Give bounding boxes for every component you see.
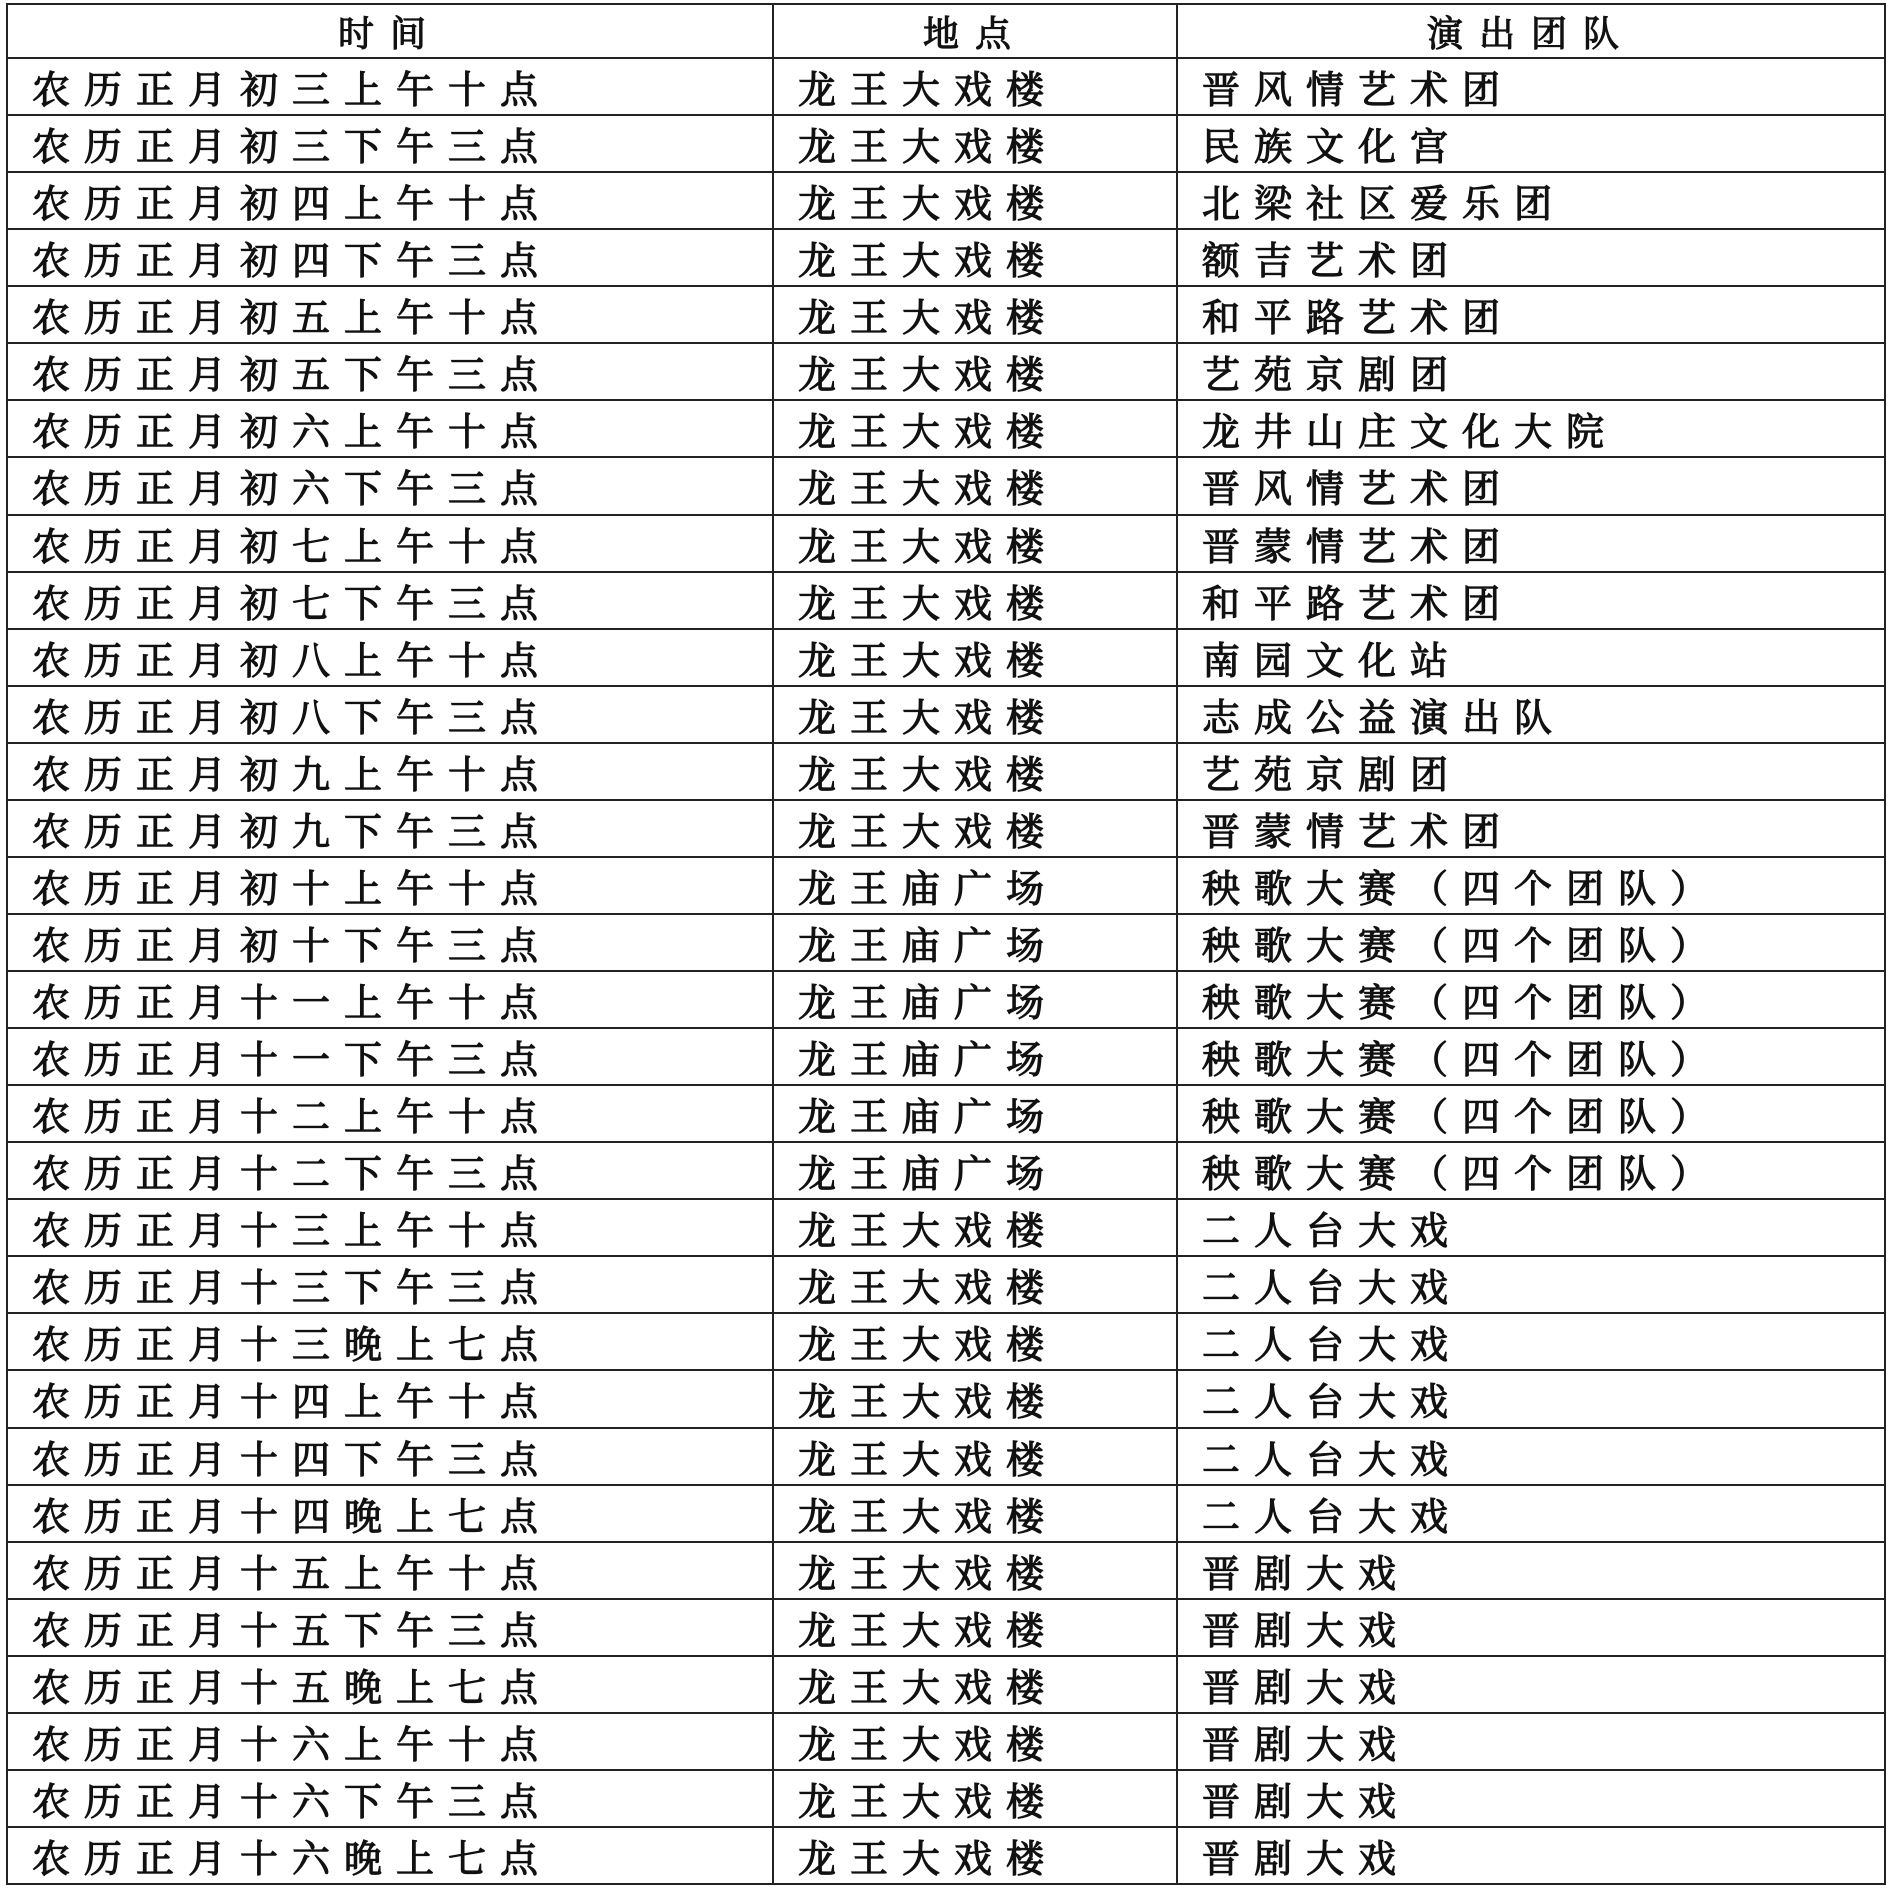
table-row bbox=[7, 1770, 1885, 1827]
cell-time: 农历正月十四晚上七点 bbox=[7, 1485, 773, 1542]
cell-time: 农历正月初九下午三点 bbox=[7, 800, 773, 857]
cell-location: 龙王大戏楼 bbox=[773, 286, 1177, 343]
cell-location: 龙王庙广场 bbox=[773, 857, 1177, 914]
cell-performer: 二人台大戏 bbox=[1177, 1370, 1885, 1427]
cell-performer: 晋剧大戏 bbox=[1177, 1827, 1885, 1884]
cell-performer: 晋风情艺术团 bbox=[1177, 58, 1885, 115]
cell-performer: 晋剧大戏 bbox=[1177, 1599, 1885, 1656]
table-row bbox=[7, 1656, 1885, 1713]
cell-performer: 和平路艺术团 bbox=[1177, 572, 1885, 629]
cell-location: 龙王大戏楼 bbox=[773, 572, 1177, 629]
cell-time: 农历正月初七上午十点 bbox=[7, 515, 773, 572]
cell-location: 龙王大戏楼 bbox=[773, 800, 1177, 857]
cell-performer: 民族文化宫 bbox=[1177, 115, 1885, 172]
cell-performer: 晋剧大戏 bbox=[1177, 1770, 1885, 1827]
table-row bbox=[7, 1428, 1885, 1485]
cell-time: 农历正月十一下午三点 bbox=[7, 1028, 773, 1085]
table-row bbox=[7, 286, 1885, 343]
table-row bbox=[7, 1199, 1885, 1256]
cell-time: 农历正月初三下午三点 bbox=[7, 115, 773, 172]
cell-location: 龙王大戏楼 bbox=[773, 343, 1177, 400]
cell-performer: 秧歌大赛（四个团队） bbox=[1177, 1028, 1885, 1085]
cell-location: 龙王大戏楼 bbox=[773, 1542, 1177, 1599]
cell-location: 龙王大戏楼 bbox=[773, 1313, 1177, 1370]
cell-time: 农历正月十三下午三点 bbox=[7, 1256, 773, 1313]
table-row bbox=[7, 1713, 1885, 1770]
cell-performer: 晋剧大戏 bbox=[1177, 1542, 1885, 1599]
table-row bbox=[7, 515, 1885, 572]
cell-location: 龙王庙广场 bbox=[773, 914, 1177, 971]
cell-location: 龙王庙广场 bbox=[773, 1028, 1177, 1085]
table-row bbox=[7, 1142, 1885, 1199]
cell-time: 农历正月十二下午三点 bbox=[7, 1142, 773, 1199]
table-row bbox=[7, 457, 1885, 514]
cell-performer: 龙井山庄文化大院 bbox=[1177, 400, 1885, 457]
cell-time: 农历正月十六上午十点 bbox=[7, 1713, 773, 1770]
cell-performer: 艺苑京剧团 bbox=[1177, 743, 1885, 800]
cell-performer: 额吉艺术团 bbox=[1177, 229, 1885, 286]
cell-time: 农历正月十一上午十点 bbox=[7, 971, 773, 1028]
cell-performer: 秧歌大赛（四个团队） bbox=[1177, 914, 1885, 971]
table-row bbox=[7, 343, 1885, 400]
table-row bbox=[7, 686, 1885, 743]
table-row bbox=[7, 629, 1885, 686]
table-row bbox=[7, 229, 1885, 286]
cell-performer: 秧歌大赛（四个团队） bbox=[1177, 971, 1885, 1028]
cell-time: 农历正月初四上午十点 bbox=[7, 172, 773, 229]
cell-location: 龙王大戏楼 bbox=[773, 1827, 1177, 1884]
cell-performer: 二人台大戏 bbox=[1177, 1485, 1885, 1542]
table-row bbox=[7, 857, 1885, 914]
cell-time: 农历正月十三上午十点 bbox=[7, 1199, 773, 1256]
table-row bbox=[7, 1542, 1885, 1599]
cell-time: 农历正月初十上午十点 bbox=[7, 857, 773, 914]
cell-performer: 秧歌大赛（四个团队） bbox=[1177, 1142, 1885, 1199]
table-row bbox=[7, 1599, 1885, 1656]
table-row bbox=[7, 1485, 1885, 1542]
cell-location: 龙王大戏楼 bbox=[773, 743, 1177, 800]
table-row bbox=[7, 58, 1885, 115]
table-row bbox=[7, 115, 1885, 172]
header-row bbox=[7, 4, 1885, 58]
cell-location: 龙王大戏楼 bbox=[773, 457, 1177, 514]
cell-location: 龙王庙广场 bbox=[773, 971, 1177, 1028]
header-time: 时间 bbox=[7, 4, 773, 58]
cell-location: 龙王庙广场 bbox=[773, 1085, 1177, 1142]
cell-time: 农历正月十三晚上七点 bbox=[7, 1313, 773, 1370]
cell-location: 龙王大戏楼 bbox=[773, 1770, 1177, 1827]
table-row bbox=[7, 1313, 1885, 1370]
cell-performer: 和平路艺术团 bbox=[1177, 286, 1885, 343]
cell-time: 农历正月十五上午十点 bbox=[7, 1542, 773, 1599]
cell-location: 龙王大戏楼 bbox=[773, 1599, 1177, 1656]
cell-performer: 晋蒙情艺术团 bbox=[1177, 800, 1885, 857]
cell-performer: 二人台大戏 bbox=[1177, 1199, 1885, 1256]
cell-time: 农历正月初四下午三点 bbox=[7, 229, 773, 286]
cell-time: 农历正月初五下午三点 bbox=[7, 343, 773, 400]
cell-time: 农历正月初八上午十点 bbox=[7, 629, 773, 686]
cell-time: 农历正月十六下午三点 bbox=[7, 1770, 773, 1827]
table-row bbox=[7, 800, 1885, 857]
table-row bbox=[7, 1256, 1885, 1313]
cell-performer: 秧歌大赛（四个团队） bbox=[1177, 1085, 1885, 1142]
cell-location: 龙王大戏楼 bbox=[773, 172, 1177, 229]
cell-location: 龙王大戏楼 bbox=[773, 1713, 1177, 1770]
cell-performer: 北梁社区爱乐团 bbox=[1177, 172, 1885, 229]
cell-time: 农历正月十六晚上七点 bbox=[7, 1827, 773, 1884]
cell-performer: 晋蒙情艺术团 bbox=[1177, 515, 1885, 572]
performance-schedule-table bbox=[6, 3, 1886, 1885]
cell-location: 龙王大戏楼 bbox=[773, 629, 1177, 686]
cell-time: 农历正月初七下午三点 bbox=[7, 572, 773, 629]
cell-time: 农历正月十五晚上七点 bbox=[7, 1656, 773, 1713]
cell-performer: 晋风情艺术团 bbox=[1177, 457, 1885, 514]
table-row bbox=[7, 914, 1885, 971]
cell-location: 龙王大戏楼 bbox=[773, 1656, 1177, 1713]
cell-location: 龙王大戏楼 bbox=[773, 1199, 1177, 1256]
cell-location: 龙王大戏楼 bbox=[773, 515, 1177, 572]
cell-location: 龙王大戏楼 bbox=[773, 1428, 1177, 1485]
cell-time: 农历正月初十下午三点 bbox=[7, 914, 773, 971]
table-row bbox=[7, 1028, 1885, 1085]
table-row bbox=[7, 1085, 1885, 1142]
cell-time: 农历正月初六上午十点 bbox=[7, 400, 773, 457]
table-row bbox=[7, 172, 1885, 229]
table-row bbox=[7, 1370, 1885, 1427]
schedule-body bbox=[7, 58, 1885, 1884]
cell-performer: 二人台大戏 bbox=[1177, 1256, 1885, 1313]
cell-time: 农历正月十五下午三点 bbox=[7, 1599, 773, 1656]
table-row bbox=[7, 1827, 1885, 1884]
cell-time: 农历正月初九上午十点 bbox=[7, 743, 773, 800]
table-row bbox=[7, 572, 1885, 629]
cell-location: 龙王大戏楼 bbox=[773, 58, 1177, 115]
table-row bbox=[7, 400, 1885, 457]
cell-performer: 志成公益演出队 bbox=[1177, 686, 1885, 743]
schedule-document bbox=[6, 3, 1884, 1885]
cell-time: 农历正月十二上午十点 bbox=[7, 1085, 773, 1142]
cell-performer: 晋剧大戏 bbox=[1177, 1656, 1885, 1713]
cell-performer: 秧歌大赛（四个团队） bbox=[1177, 857, 1885, 914]
cell-location: 龙王大戏楼 bbox=[773, 1485, 1177, 1542]
cell-performer: 南园文化站 bbox=[1177, 629, 1885, 686]
cell-performer: 二人台大戏 bbox=[1177, 1428, 1885, 1485]
cell-time: 农历正月十四上午十点 bbox=[7, 1370, 773, 1427]
cell-time: 农历正月十四下午三点 bbox=[7, 1428, 773, 1485]
table-row bbox=[7, 743, 1885, 800]
cell-location: 龙王大戏楼 bbox=[773, 1370, 1177, 1427]
cell-location: 龙王大戏楼 bbox=[773, 229, 1177, 286]
cell-location: 龙王大戏楼 bbox=[773, 115, 1177, 172]
header-performer: 演出团队 bbox=[1177, 4, 1885, 58]
cell-performer: 艺苑京剧团 bbox=[1177, 343, 1885, 400]
cell-location: 龙王大戏楼 bbox=[773, 1256, 1177, 1313]
cell-location: 龙王大戏楼 bbox=[773, 400, 1177, 457]
cell-location: 龙王庙广场 bbox=[773, 1142, 1177, 1199]
cell-time: 农历正月初八下午三点 bbox=[7, 686, 773, 743]
cell-location: 龙王大戏楼 bbox=[773, 686, 1177, 743]
cell-time: 农历正月初六下午三点 bbox=[7, 457, 773, 514]
cell-time: 农历正月初五上午十点 bbox=[7, 286, 773, 343]
header-location: 地点 bbox=[773, 4, 1177, 58]
cell-time: 农历正月初三上午十点 bbox=[7, 58, 773, 115]
table-row bbox=[7, 971, 1885, 1028]
cell-performer: 晋剧大戏 bbox=[1177, 1713, 1885, 1770]
cell-performer: 二人台大戏 bbox=[1177, 1313, 1885, 1370]
